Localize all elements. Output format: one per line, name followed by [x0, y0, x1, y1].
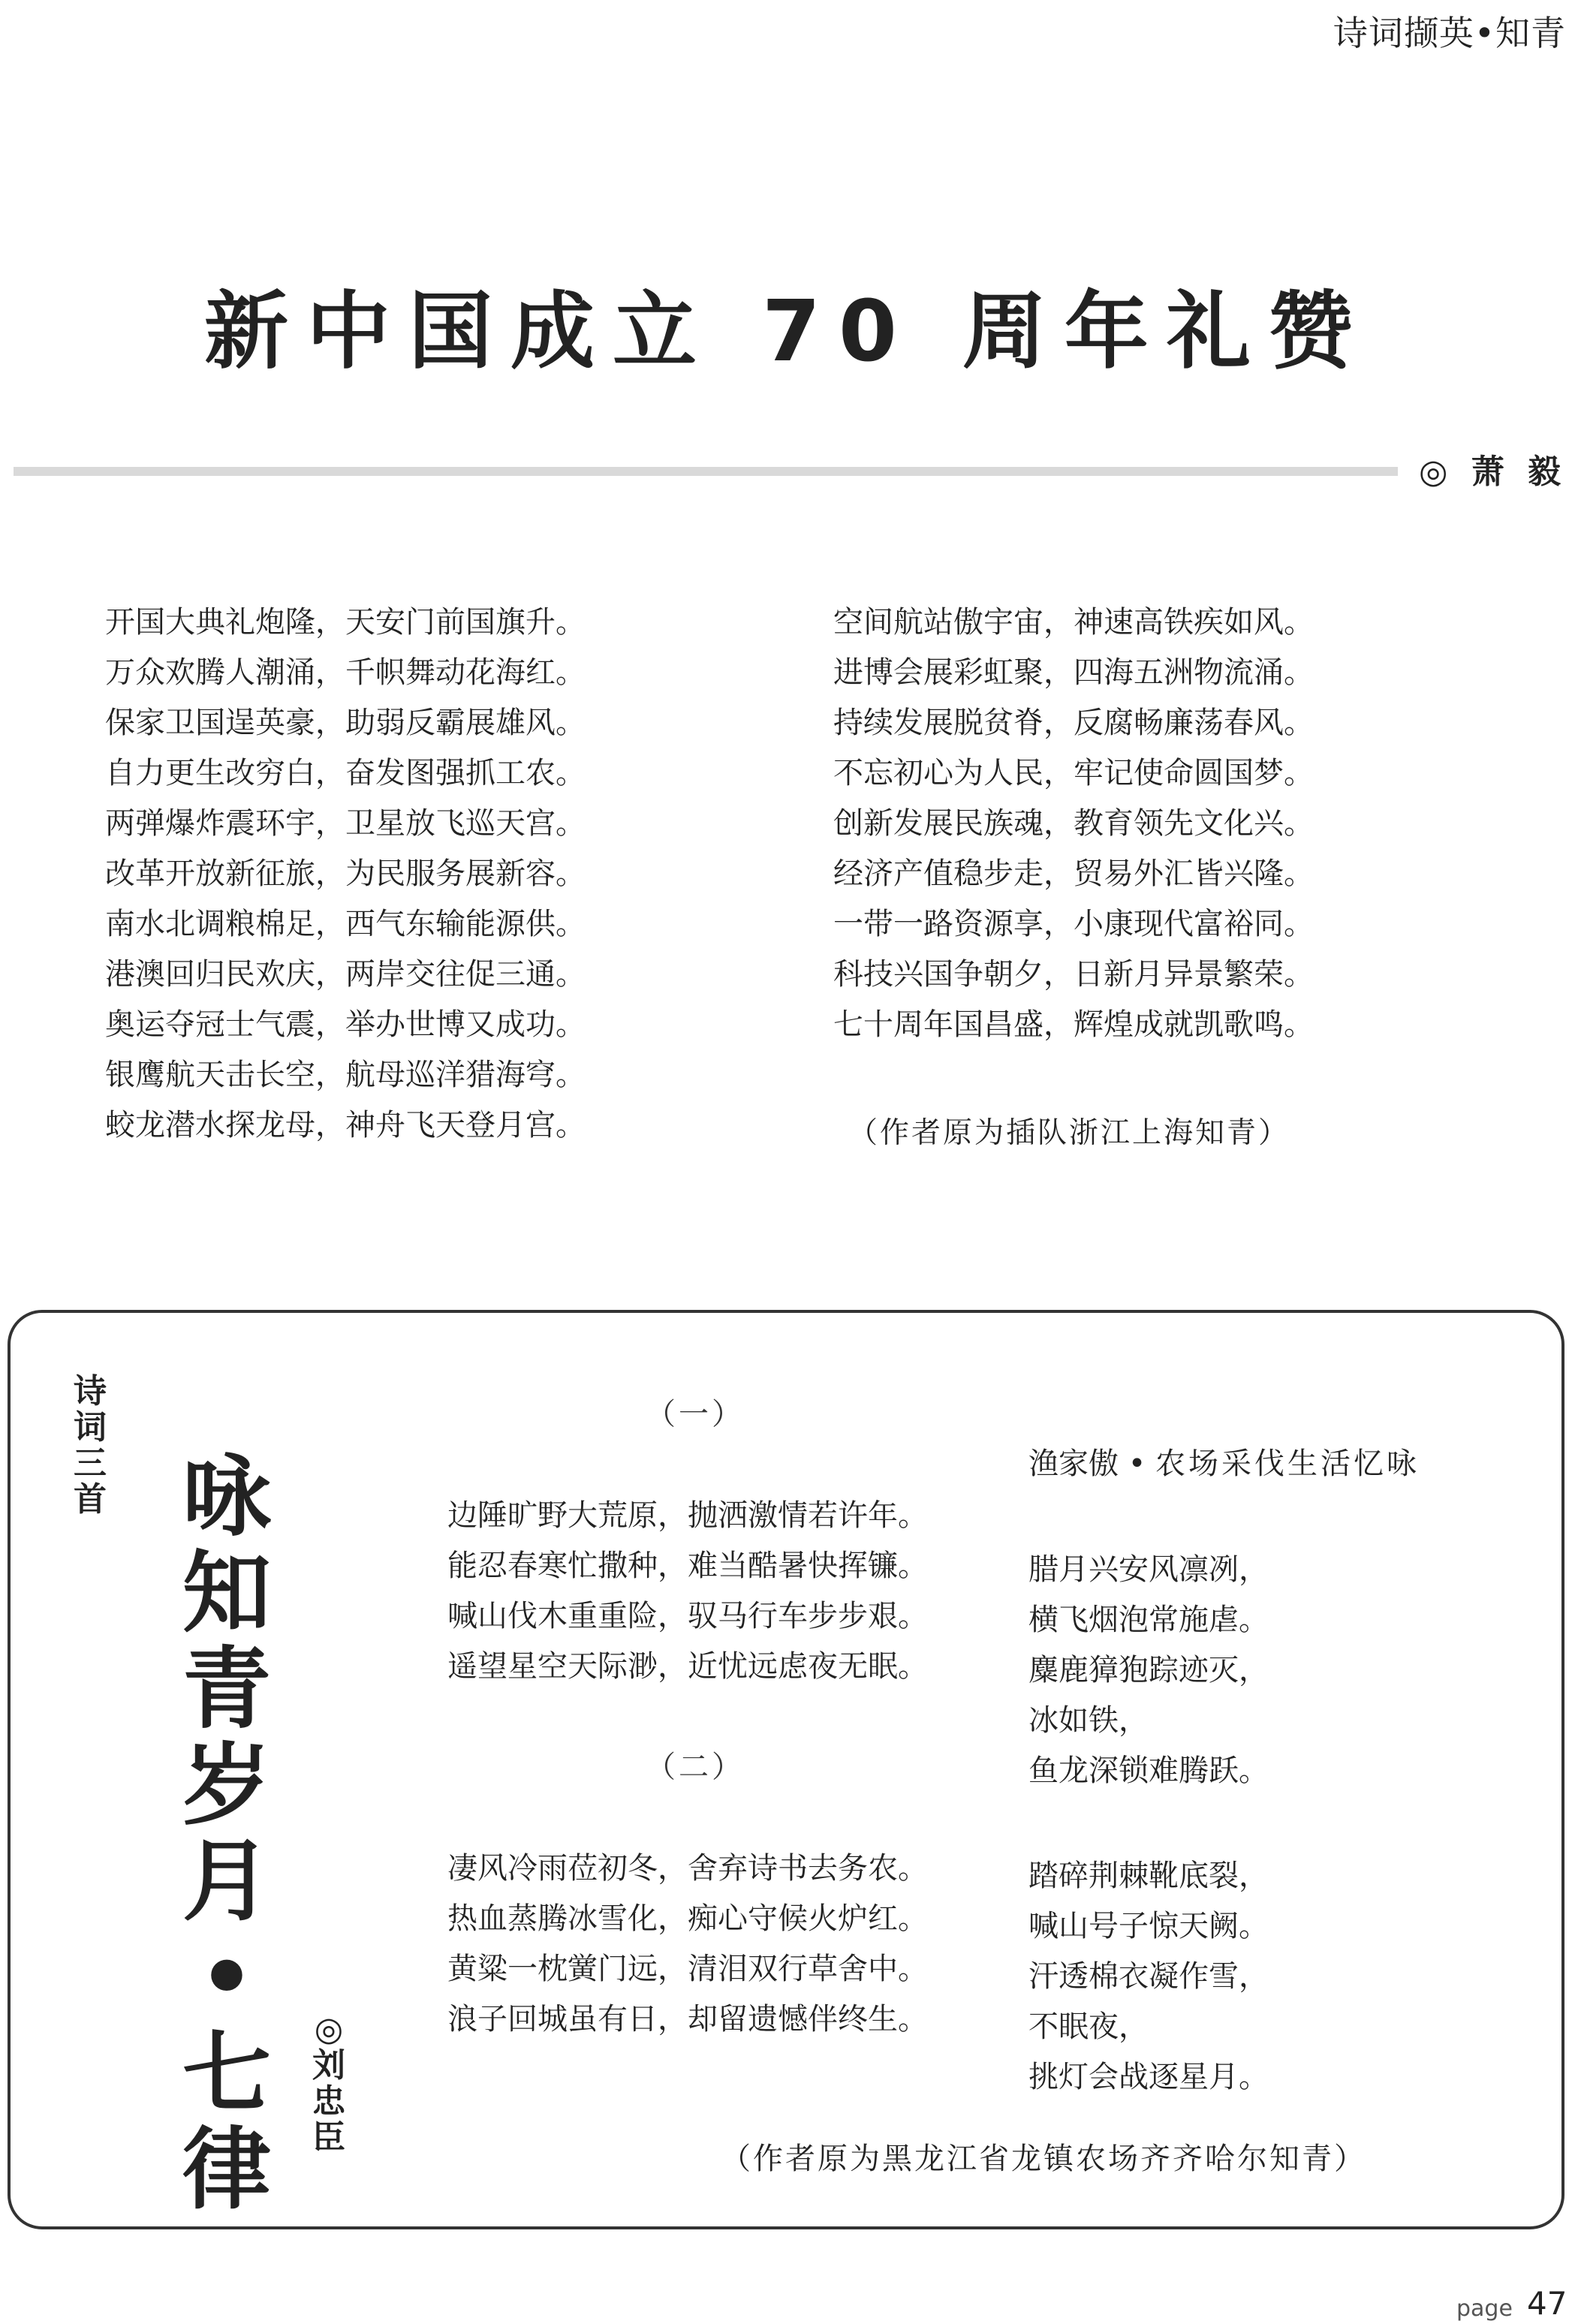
poem-right-column	[833, 598, 1314, 1050]
poem-line: 凄风冷雨莅初冬，舍弃诗书去务农。	[447, 1851, 928, 1886]
poem-line: 万众欢腾人潮涌，千帜舞动花海红。	[105, 655, 586, 690]
poem-line: 进博会展彩虹聚，四海五洲物流涌。	[833, 655, 1314, 690]
article-title: 新中国成立 70 周年礼赞	[204, 283, 1371, 381]
poem-line: 创新发展民族魂，教育领先文化兴。	[833, 806, 1314, 841]
poem-line: 热血蒸腾冰雪化，痴心守候火炉红。	[447, 1901, 928, 1936]
poem-line: 空间航站傲宇宙，神速高铁疾如风。	[833, 605, 1314, 640]
page-label: page	[1456, 2295, 1513, 2322]
poem-line: 七十周年国昌盛，辉煌成就凯歌鸣。	[833, 1007, 1314, 1042]
poem-left-column	[105, 598, 586, 1151]
poem-line: 鱼龙深锁难腾跃。	[1028, 1754, 1269, 1788]
qilu-one	[447, 1491, 928, 1692]
article-byline: ◎ 萧 毅	[1419, 453, 1567, 491]
author-note: （作者原为插队浙江上海知青）	[848, 1116, 1290, 1150]
poem-line: 汗透棉衣凝作雪，	[1028, 1959, 1269, 1994]
qilu-two	[447, 1844, 928, 2045]
poem-line: 踏碎荆棘靴底裂，	[1028, 1859, 1269, 1893]
poem-line: 遥望星空天际渺，近忧远虑夜无眠。	[447, 1649, 928, 1684]
page-number: 47	[1527, 2285, 1567, 2322]
poem-line: 持续发展脱贫脊，反腐畅廉荡春风。	[833, 706, 1314, 740]
ci-poem-title	[1028, 1440, 1420, 1483]
ci-subtitle: 农场采伐生活忆咏	[1155, 1446, 1420, 1481]
poem-line: 一带一路资源享，小康现代富裕同。	[833, 907, 1314, 941]
poem-line: 银鹰航天击长空，航母巡洋猎海穹。	[105, 1058, 586, 1092]
series-label: 诗词三首	[74, 1372, 107, 1519]
poem-line: 经济产值稳步走，贸易外汇皆兴隆。	[833, 856, 1314, 891]
poem-line: 喊山号子惊天阙。	[1028, 1909, 1269, 1943]
part-two-heading: （二）	[646, 1750, 745, 1784]
title-dot: •	[1128, 1446, 1146, 1481]
poem-line: 能忍春寒忙撒种，难当酷暑快挥镰。	[447, 1549, 928, 1583]
poems-author-note: （作者原为黑龙江省龙镇农场齐齐哈尔知青）	[721, 2142, 1366, 2176]
poem-line: 不眠夜，	[1028, 2009, 1149, 2044]
poem-line: 改革开放新征旅，为民服务展新容。	[105, 856, 586, 891]
poem-line: 保家卫国逞英豪，助弱反霸展雄风。	[105, 706, 586, 740]
poem-line: 港澳回归民欢庆，两岸交往促三通。	[105, 957, 586, 992]
poem-line: 不忘初心为人民，牢记使命圆国梦。	[833, 756, 1314, 790]
ci-stanza-two	[1028, 1851, 1269, 2103]
poem-line: 两弹爆炸震环宇，卫星放飞巡天宫。	[105, 806, 586, 841]
poem-line: 横飞烟泡常施虐。	[1028, 1603, 1269, 1637]
poem-line: 麋鹿獐狍踪迹灭，	[1028, 1653, 1269, 1687]
poem-line: 挑灯会战逐星月。	[1028, 2060, 1269, 2094]
poem-line: 边陲旷野大荒原，抛洒激情若许年。	[447, 1498, 928, 1533]
poem-line: 喊山伐木重重险，驭马行车步步艰。	[447, 1599, 928, 1633]
ci-tune-name: 渔家傲	[1028, 1446, 1119, 1481]
poem-line: 奥运夺冠士气震，举办世博又成功。	[105, 1007, 586, 1042]
title-rule	[14, 467, 1398, 476]
poem-line: 南水北调粮棉足，西气东输能源供。	[105, 907, 586, 941]
poem-line: 冰如铁，	[1028, 1703, 1149, 1738]
poem-line: 蛟龙潜水探龙母，神舟飞天登月宫。	[105, 1108, 586, 1142]
ci-stanza-one	[1028, 1545, 1269, 1796]
poem-line: 黄粱一枕黉门远，清泪双行草舍中。	[447, 1952, 928, 1986]
section-header: 诗词撷英•知青	[1333, 13, 1566, 53]
poem-line: 浪子回城虽有日，却留遗憾伴终生。	[447, 2002, 928, 2037]
poem-line: 腊月兴安风凛冽，	[1028, 1552, 1269, 1587]
poems-author: ◎刘忠臣	[312, 2010, 345, 2157]
poem-line: 开国大典礼炮隆，天安门前国旗升。	[105, 605, 586, 640]
poem-line: 科技兴国争朝夕，日新月异景繁荣。	[833, 957, 1314, 992]
poem-line: 自力更生改穷白，奋发图强抓工农。	[105, 756, 586, 790]
poems-title: 咏知青岁月•七律	[182, 1445, 271, 2221]
part-one-heading: （一）	[646, 1397, 745, 1431]
